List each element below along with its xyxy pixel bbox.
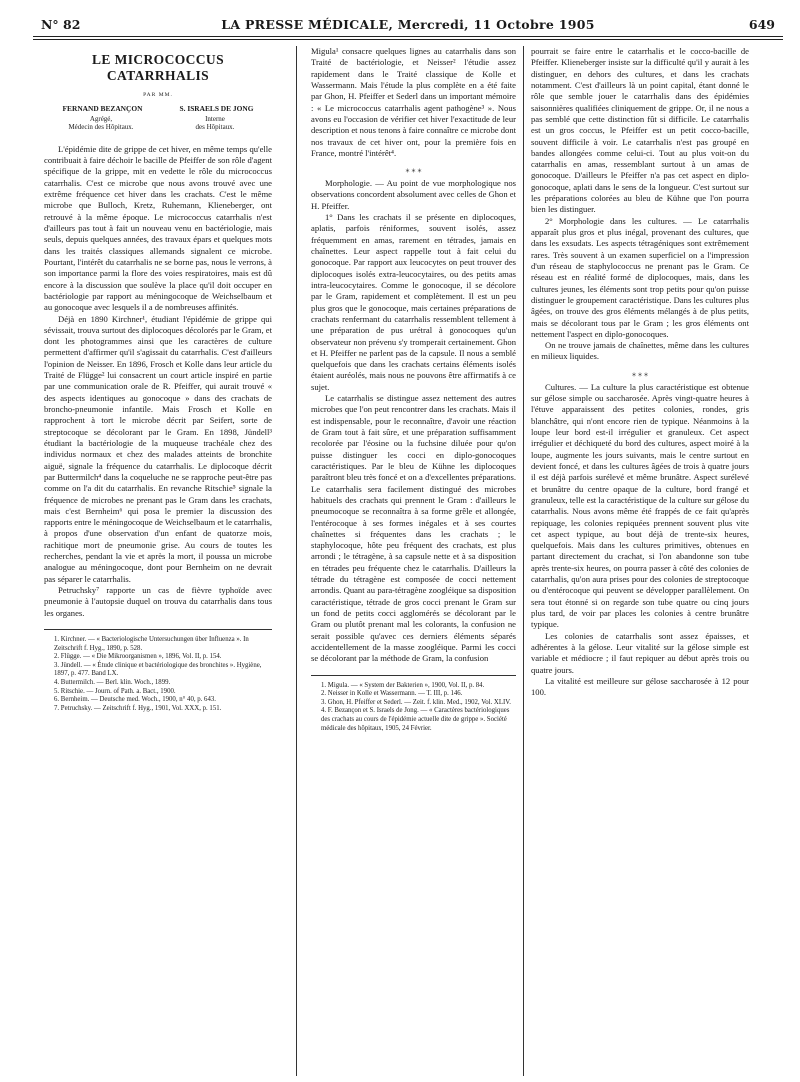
footnote-rule bbox=[311, 675, 516, 676]
footnote: 7. Petruchsky. — Zeitschrift f. Hyg., 1901, Vol. XXX, p. 151. bbox=[54, 704, 222, 712]
author-name: S. ISRAELS DE JONG bbox=[179, 104, 254, 114]
section-morphologie: Morphologie. — Au point de vue morphologique nos observations concordent absolument avec celles de Ghon et H. Pfeiffer. bbox=[311, 178, 516, 211]
footnote: 6. Bernheim. — Deutsche med. Woch., 1900, n° 40, p. 643. bbox=[54, 696, 216, 704]
author-name: FERNAND BEZANÇON bbox=[62, 104, 143, 114]
footnote: 3. Ghon, H. Pfeiffer et Sederl. — Zeit. f. klin. Med., 1902, Vol. XLIV. bbox=[321, 698, 511, 706]
footnote: 1. Kirchner. — « Bacteriologische Untersuchungen über Influenza ». In Zeitschrift f. Hyg., 1890, p. 528. bbox=[54, 635, 249, 652]
paragraph: On ne trouve jamais de chaînettes, même dans les cultures en milieux liquides. bbox=[531, 340, 749, 362]
column-1 bbox=[44, 46, 272, 713]
column-divider bbox=[523, 46, 524, 1076]
paragraph: Petruchsky⁷ rapporte un cas de fièvre typhoïde avec pneumonie à l'autopsie duquel on trouva du catarrhalis dans tous les organes. bbox=[44, 585, 272, 618]
paragraph: Le catarrhalis se distingue assez nettement des autres microbes que l'on peut rencontrer dans les crachats. Mais il est indispensable, pour le reconnaître, d'avoir une réaction de Gram tout à fait sûre, et une préparation suffisamment recolorée par l'éosine ou la fuchsine diluée pour qu'on puisse distinguer les cocci en diplo-gonocoques caractéristiques. Par le bleu de Kühne les diplocoques paraîtront bleu très foncé et on a d'excellentes préparations. Le catarrhalis sera facilement distingué des microbes habituels des crachats qui prennent le Gram : d'ailleurs le pneumocoque se reconnaîtra à sa forme grêle et allongée, l'entérocoque à ses formes inégales et à ses courtes chaînettes si fréquentes dans les crachats ; le staphylocoque, hôte peu fréquent des crachats, est plus arrondi ; le tétragène, à sa capsule nette et à sa disposition en tétrades peu fréquente chez le catarrhalis. D'ailleurs la tétrade du tétragène est composée de cocci nettement arrondis. Quant au para-tétragène zoogléique sa disposition caractéristique, tétrade de gros cocci prenant le Gram sur un fond de petits cocci agglomérés se décolorant par le Gram ou plutôt prenant mal les colorants, la confusion ne serait possible qu'avec ces derniers éléments séparés accidentellement de la masse zoogléique. Parmi les cocci se décolorant par la méthode de Gram, la confusion bbox=[311, 393, 516, 664]
author-role: Agrégé, Médecin des Hôpitaux. bbox=[68, 114, 134, 132]
issue-number: N° 82 bbox=[41, 17, 81, 32]
footnote: 2. Neisser in Kolle et Wassermann. — T. III, p. 146. bbox=[321, 690, 463, 698]
paragraph: pourrait se faire entre le catarrhalis et le cocco-bacille de Pfeiffer. Klieneberger insiste sur la difficulté qu'il y aurait à les distinguer, en dehors des cultures, et dans les crachats notamment. C'est d'ailleurs là un point capital, étant donné le rôle que semble jouer le catarrhalis dans des épidémies saisonnières qualifiées cliniquement de grippe. Or, il ne nous a pas semblé que cette distinction fût si difficile. Le catarrhalis est un gros coccus, le Pfeiffer est un petit cocco-bacille, souvent difficile à voir. Le catarrhalis n'est pas groupé en bandes allongées comme celui-ci. Tout au plus voit-on du catarrhalis en amas, ressemblant surtout à un amas de gonocoque. D'ailleurs le Pfeiffer n'a pas cet aspect en diplo-gonocoque, aplati dans le sens de la longueur. C'est surtout sur les préparations colorées au bleu de Kühne que l'on pourra bien les distinguer. bbox=[531, 46, 749, 215]
footnote: 4. F. Bezançon et S. Israels de Jong. — « Caractères bactériologiques des crachats au cours de l'épidémie actuelle dite de grippe ». Société médicale des hôpitaux, 1905, 24 Février. bbox=[321, 707, 510, 732]
column-divider bbox=[296, 46, 297, 1076]
paragraph: Migula¹ consacre quelques lignes au catarrhalis dans son Traité de bactériologie, et Neisser² l'étudie assez rapidement dans le Traité classique de Kolle et Wassermann. Mais l'étude la plus complète en a été faite par Ghon, H. Pfeiffer et Sederl dans un important mémoire : « Le micrococcus catarrhalis agent pathogène³ ». Nous avons eu l'occasion de vérifier cet hiver l'exactitude de leur description et nous tenons à faire connaître ce microbe dont nos travaux de cet hiver ont, pour la première fois en France, montré l'intérêt⁴. bbox=[311, 46, 516, 158]
paragraph: Déjà en 1890 Kirchner¹, étudiant l'épidémie de grippe qui sévissait, trouva surtout des diplocoques décolorés par le Gram, et dont les photogrammes ainsi que les caractères de culture permettent d'affirmer qu'il s'agissait du catarrhalis. C'est d'ailleurs l'opinion de Neisser. En 1896, Frosch et Kolle dans leur article du Traité de Flügge² lui consacrent un court article inspiré en partie par une communication orale de R. Pfeiffer, qui aurait trouvé « des aspects identiques au gonocoque » dans des crachats de broncho-pneumonie infantile. Mais Frosch et Kolle en rapprochent à tort le microbe décrit par Seifert, sorte de streptocoque se décolorant par le Gram. En 1898, Jündell³ étudiant la bactériologie de la muqueuse trachéale chez des individus normaux et chez des malades atteints de bronchite aiguë, signale la fréquence du catarrhalis. Le diplocoque décrit par Buttermilch⁴ dans la coqueluche ne se rapproche peut-être pas comme on l'a dit du catarrhalis. En revanche Ritschie⁵ signale la fréquence de microbes ne prenant pas le Gram dans les crachats, mais c'est Bernheim⁶ qui posa le premier la discussion des rapports entre le méningocoque de Weichselbaum et le catarrhalis, à propos d'une observation d'un enfant de quatorze mois, rachitique mort de pneumonie grise. Au cours de toutes les recherches, pendant la vie et après la mort, il poussa un microbe analogue au méningocoque, dont pour Bernheim on ne devrait pas séparer le catarrhalis. bbox=[44, 313, 272, 584]
footnote: 2. Flügge. — « Die Mikroorganismen », 1896, Vol. II, p. 154. bbox=[54, 653, 222, 661]
page-header bbox=[33, 12, 783, 34]
section-separator: ⁎ ⁎ ⁎ bbox=[632, 368, 648, 378]
header-rule bbox=[33, 36, 783, 37]
footnote: 3. Jündell. — « Étude clinique et bactériologique des bronchites ». Hygiène, 1897, p. 477. Band LX. bbox=[54, 661, 262, 678]
paragraph: L'épidémie dite de grippe de cet hiver, en même temps qu'elle contribuait à faire déchoir le bacille de Pfeiffer de son rôle d'agent spécifique de la grippe, mit en vedette le rôle du micrococcus catarrhalis. C'est ce microbe que nous avons trouvé avec une extrême fréquence cet hiver dans les crachats. C'est le même microbe que Bulloch, Kretz, Ruhemann, Klieneberger, ont retrouvé à la même époque. Le micrococcus catarrhalis n'est d'ailleurs pas tout à fait un nouveau venu en bactériologie, mais seuls, depuis quelques années, des travaux épars et quelques mots dans les traités classiques allemands signalent ce microbe. Pourtant, l'intérêt du catarrhalis ne se borne pas, nous le verrons, à son importance parmi la flore des voies respiratoires, mais est dû encore à la discussion que soulève la place qu'il doit occuper en bactériologie par rapport au méningocoque de Weichselbaum et au gonocoque avec lesquels il a de nombreuses affinités. bbox=[44, 143, 272, 313]
author-role: Interne des Hôpitaux. bbox=[195, 114, 235, 132]
article-title: LE MICROCOCCUS CATARRHALIS bbox=[92, 52, 224, 83]
authors bbox=[44, 103, 272, 114]
footnote-rule bbox=[44, 629, 272, 630]
author-roles bbox=[44, 115, 272, 132]
header-rule-double bbox=[33, 39, 783, 40]
paragraph: La vitalité est meilleure sur gélose saccharosée à 12 pour 100. bbox=[531, 675, 749, 698]
page-number: 649 bbox=[748, 17, 775, 32]
footnote: 1. Migula. — « System der Bakterien », 1900, Vol. II, p. 84. bbox=[321, 681, 485, 689]
paragraph: 2° Morphologie dans les cultures. — Le catarrhalis apparaît plus gros et plus inégal, provenant des cultures, que dans les exsudats. Les aspects tétragéniques sont extrêmement rares. Très souvent à un examen superficiel on a l'impression d'un réseau de staphylococcus ne prenant pas le Gram. Ce réseau est en réalité formé de diplocoques, mais, dans les cultures jeunes, les éléments sont trop petits pour qu'on puisse distinguer le groupement caractéristique. Dans les cultures plus âgées, on trouve des gros éléments mélangés à de plus petits, mais se décolorant tous par le Gram ; les gros éléments ont nettement l'aspect en diplo-gonocoques. bbox=[531, 215, 749, 339]
byline-prefix: PAR MM. bbox=[143, 92, 173, 98]
column-2 bbox=[311, 46, 516, 733]
paragraph: 1° Dans les crachats il se présente en diplocoques, aplatis, parfois réniformes, souvent isolés, assez fréquemment en amas, rarement en tétrades, jamais en chaînettes. Leur aspect rappelle tout à fait celui du gonocoque. Par rapport aux leucocytes on peut trouver des diplocoques isolés extra-leucocytaires, ou des petits amas intra-leucocytaires. Comme le gonocoque, il se décolore par le Gram, rapidement et complètement. Il est un peu plus gros que le gonocoque, mais certaines préparations de crachats renfermant du catarrhalis ressemblent tellement à une préparation de pus urétral à gonocoques qu'un observateur non prévenu s'y tromperait certainement. Ghon et H. Pfeiffer ne parlent pas de la capsule. Il nous a semblé quelquefois que dans les crachats certains éléments isolés étaient auréolés, mais nous ne pouvons être affirmatifs à ce sujet. bbox=[311, 212, 516, 392]
publication-title: LA PRESSE MÉDICALE, Mercredi, 11 Octobre 1905 bbox=[221, 17, 595, 32]
section-cultures: Cultures. — La culture la plus caractéristique est obtenue sur gélose simple ou saccharosée. Après vingt-quatre heures à l'étuve apparaissent des petites colonies, rondes, gris blanchâtre, qui n'ont encore rien de typique. Néanmoins à la loupe leur bord est-il irrégulier et granuleux. Cet aspect irrégulier et déchiqueté du bord des cultures, aspect moiré à la loupe, augmente les jours suivants, mais le centre surtout en devient foncé, et dans les cultures âgées de trois à quatre jours il est déjà parfois surélevé et même brunâtre. Aspect surélevé et brunâtre du centre opaque de la culture, bord frangé et granuleux, telle est la caractéristique de la culture sur gélose du catarrhalis. Nous avons même été frappés de ce fait qu'après repiquage, les colonies repiquées prennent souvent plus vite cet aspect typique, au bout déjà de trente-six heures, quelquefois. Mais dans les cultures primitives, obtenues en partant directement du crachat, si l'on abandonne son tube après trente-six heures, on pourra passer à côté des colonies de catarrhalis, qu'on aura prises pour des colonies de streptocoque ou d'entérocoque qui peuvent se développer parallèlement. On sera tout étonné si on regarde son tube quatre ou cinq jours plus tard, de voir par places les colonies à centre brunâtre typique. bbox=[531, 381, 749, 630]
footnote: 5. Ritschie. — Journ. of Path. a. Bact., 1900. bbox=[54, 687, 176, 695]
section-separator: ⁎ ⁎ ⁎ bbox=[405, 165, 422, 175]
footnote: 4. Buttermilch. — Berl. klin. Woch., 1899. bbox=[54, 678, 171, 686]
paragraph: Les colonies de catarrhalis sont assez épaisses, et adhérentes à la gélose. Leur vitalité sur la gélose simple est variable et médiocre ; il faut repiquer au début après trois ou quatre jours. bbox=[531, 630, 749, 675]
column-3 bbox=[531, 46, 749, 699]
